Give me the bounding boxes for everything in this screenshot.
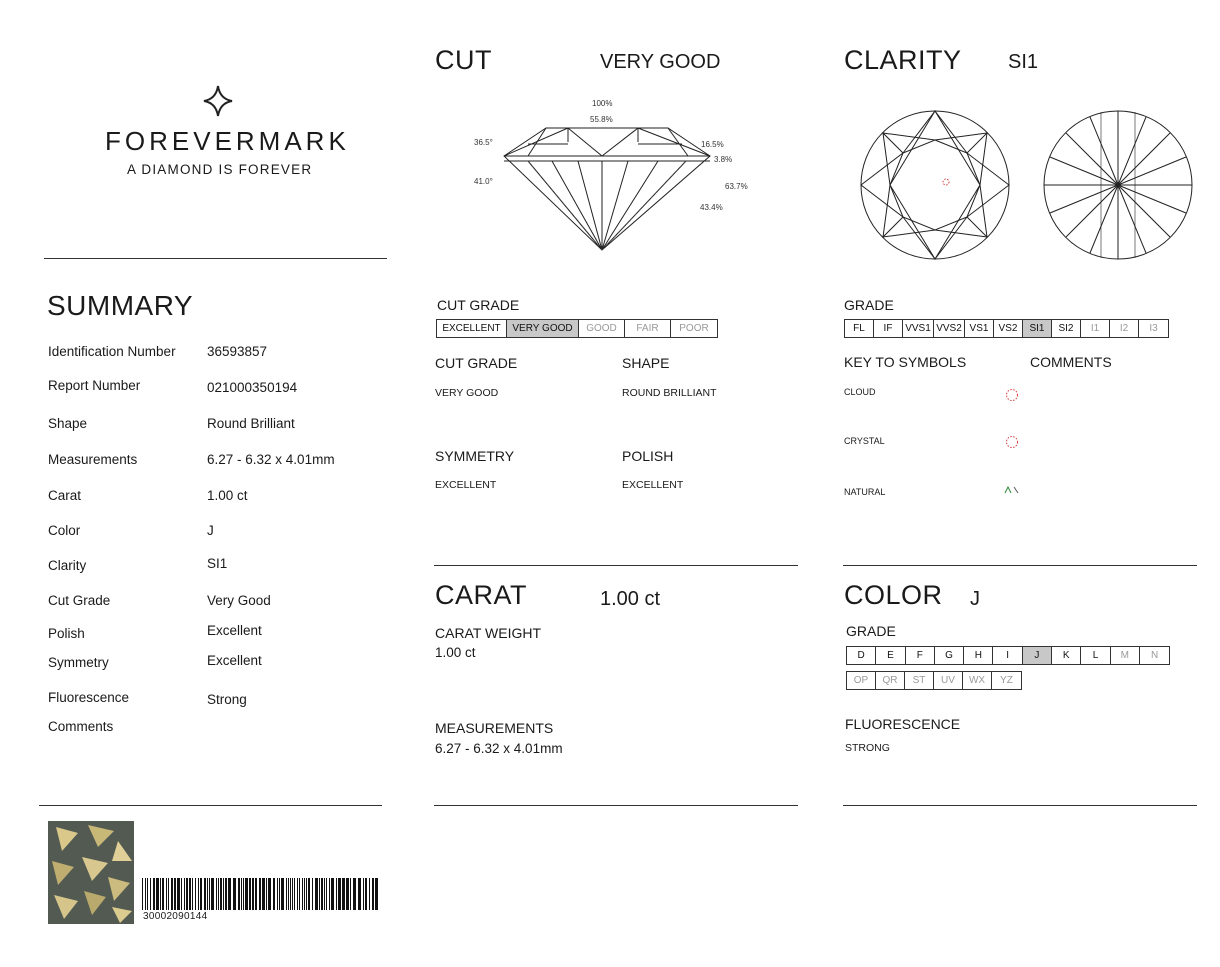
barcode-bar (245, 878, 248, 910)
barcode-bar (211, 878, 214, 910)
barcode-bar (225, 878, 227, 910)
pavilion-depth-label: 43.4% (700, 203, 723, 212)
summary-value: 6.27 - 6.32 x 4.01mm (207, 452, 335, 467)
grade-cell: I2 (1110, 320, 1139, 337)
clarity-grade-heading: SI1 (1008, 51, 1039, 73)
divider (44, 258, 387, 259)
barcode-bar (369, 878, 370, 910)
measurements-value: 6.27 - 6.32 x 4.01mm (435, 741, 563, 756)
symmetry-value: EXCELLENT (435, 479, 497, 491)
clarity-plot-pavilion (1041, 108, 1195, 262)
summary-label: Shape (48, 416, 88, 431)
barcode-bar (304, 878, 305, 910)
carat-heading-value: 1.00 ct (600, 588, 661, 610)
barcode-bar (259, 878, 261, 910)
cut-grade-value: VERY GOOD (435, 387, 499, 399)
grade-cell: OP (847, 672, 876, 689)
barcode-bar (292, 878, 293, 910)
barcode-bar (281, 878, 284, 910)
summary-value: Excellent (207, 653, 262, 668)
barcode-bar (329, 878, 330, 910)
color-grade-scale-row2 (846, 671, 1022, 690)
grade-cell: WX (963, 672, 992, 689)
barcode-bar (353, 878, 356, 910)
summary-value: Round Brilliant (207, 416, 295, 431)
barcode-bar (286, 878, 287, 910)
measurements-label: MEASUREMENTS (435, 720, 554, 736)
grade-cell: SI1 (1023, 320, 1052, 337)
barcode-bar (294, 878, 295, 910)
brand-name: FOREVERMARK (105, 126, 350, 156)
barcode-bar (375, 878, 378, 910)
grade-cell: N (1151, 650, 1159, 661)
barcode-bar (262, 878, 265, 910)
barcode-bar (156, 878, 159, 910)
crown-height-label: 16.5% (701, 140, 724, 149)
barcode-bar (207, 878, 208, 910)
symbol-name: NATURAL (844, 487, 886, 497)
color-grade-scale-row1 (846, 646, 1170, 665)
grade-cell: M (1111, 647, 1140, 664)
barcode-bar (150, 878, 151, 910)
barcode-bar (338, 878, 341, 910)
symmetry-label: SYMMETRY (435, 448, 515, 464)
key-to-symbols-label: KEY TO SYMBOLS (844, 354, 967, 370)
divider (39, 805, 382, 806)
table-percent-label: 55.8% (590, 115, 613, 124)
shape-value: ROUND BRILLIANT (622, 387, 717, 399)
crown-angle-label: 36.5° (474, 138, 493, 147)
barcode-bar (331, 878, 334, 910)
barcode-bar (350, 878, 351, 910)
divider (434, 565, 798, 566)
barcode-bar (241, 878, 242, 910)
barcode-bar (346, 878, 349, 910)
barcode-bar (249, 878, 251, 910)
barcode-bar (218, 878, 219, 910)
barcode-number: 30002090144 (143, 911, 208, 922)
grade-cell: J (1023, 647, 1052, 664)
grade-cell: VERY GOOD (507, 320, 579, 337)
grade-cell: I1 (1081, 320, 1110, 337)
grade-cell: E (876, 647, 905, 664)
barcode-bar (168, 878, 169, 910)
barcode-bar (277, 878, 278, 910)
grade-cell: F (906, 647, 935, 664)
summary-value: 1.00 ct (207, 488, 248, 503)
summary-label: Clarity (48, 558, 87, 573)
barcode-bar (238, 878, 240, 910)
barcode-bar (312, 878, 313, 910)
barcode-bar (160, 878, 161, 910)
barcode-bar (166, 878, 167, 910)
barcode-bar (315, 878, 318, 910)
shape-label: SHAPE (622, 355, 670, 371)
summary-value: 36593857 (207, 344, 268, 359)
grade-cell: UV (934, 672, 963, 689)
barcode-bar (273, 878, 275, 910)
dotted-circle-icon (1004, 387, 1020, 403)
barcode-bar (186, 878, 188, 910)
summary-label: Cut Grade (48, 593, 111, 608)
barcode-bar (266, 878, 267, 910)
natural-mark-icon (1002, 484, 1022, 496)
summary-value: J (207, 523, 214, 538)
summary-value: 021000350194 (207, 380, 298, 395)
dotted-circle-icon (1004, 434, 1020, 450)
barcode-bar (184, 878, 185, 910)
barcode-bar (174, 878, 176, 910)
fluorescence-value: STRONG (845, 742, 890, 754)
grade-cell: EXCELLENT (437, 320, 507, 337)
symbol-name: CLOUD (844, 387, 876, 397)
barcode (140, 878, 380, 910)
grade-cell: VS2 (994, 320, 1023, 337)
grade-cell: GOOD (579, 320, 625, 337)
forevermark-diamond-icon (203, 85, 233, 117)
grade-cell: VVS2 (934, 320, 965, 337)
barcode-bar (302, 878, 303, 910)
color-scale-label: GRADE (846, 623, 896, 639)
barcode-bar (243, 878, 244, 910)
total-depth-label: 100% (592, 99, 613, 108)
barcode-bar (252, 878, 254, 910)
polish-value: EXCELLENT (622, 479, 684, 491)
barcode-bar (321, 878, 323, 910)
cut-scale-label: CUT GRADE (437, 297, 520, 313)
symbol-name: CRYSTAL (844, 436, 885, 446)
clarity-plot-crown (858, 108, 1012, 262)
barcode-bar (147, 878, 148, 910)
grade-cell: QR (876, 672, 905, 689)
barcode-bar (326, 878, 327, 910)
carat-weight-label: CARAT WEIGHT (435, 625, 542, 641)
barcode-bar (162, 878, 164, 910)
cut-grade-scale (436, 319, 718, 338)
barcode-bar (319, 878, 320, 910)
comments-label: COMMENTS (1030, 354, 1112, 370)
diamond-profile-diagram (468, 94, 758, 259)
clarity-title: CLARITY (844, 45, 962, 75)
summary-value: Excellent (207, 623, 262, 638)
divider (434, 805, 798, 806)
grade-cell: YZ (1000, 675, 1013, 686)
hologram-image (48, 821, 134, 924)
barcode-bar (268, 878, 271, 910)
divider (843, 565, 1197, 566)
grade-cell: IF (874, 320, 903, 337)
barcode-bar (209, 878, 210, 910)
summary-title: SUMMARY (47, 290, 194, 321)
grade-cell: VVS1 (903, 320, 934, 337)
barcode-bar (198, 878, 199, 910)
barcode-bar (324, 878, 325, 910)
grade-cell: I (993, 647, 1022, 664)
divider (843, 805, 1197, 806)
barcode-bar (358, 878, 361, 910)
fluorescence-label: FLUORESCENCE (845, 716, 961, 732)
carat-weight-value: 1.00 ct (435, 645, 476, 660)
barcode-bar (233, 878, 236, 910)
summary-label: Comments (48, 719, 114, 734)
barcode-bar (365, 878, 367, 910)
brand-tagline: A DIAMOND IS FOREVER (127, 162, 313, 177)
barcode-bar (177, 878, 180, 910)
grade-cell: G (935, 647, 964, 664)
summary-label: Measurements (48, 452, 138, 467)
summary-value: Strong (207, 692, 247, 707)
cut-grade-label: CUT GRADE (435, 355, 518, 371)
barcode-bar (363, 878, 364, 910)
color-grade-heading: J (970, 588, 980, 610)
polish-label: POLISH (622, 448, 674, 464)
grade-cell: VS1 (965, 320, 994, 337)
summary-label: Symmetry (48, 655, 109, 670)
cut-title: CUT (435, 45, 492, 75)
barcode-bar (200, 878, 202, 910)
barcode-bar (336, 878, 337, 910)
barcode-bar (171, 878, 173, 910)
grade-cell: I3 (1149, 323, 1158, 334)
grade-cell: FL (845, 320, 874, 337)
barcode-bar (306, 878, 307, 910)
summary-label: Identification Number (48, 344, 176, 359)
grade-cell: H (964, 647, 993, 664)
grade-cell: K (1052, 647, 1081, 664)
barcode-bar (145, 878, 146, 910)
barcode-bar (181, 878, 182, 910)
carat-title: CARAT (435, 580, 528, 610)
girdle-label: 3.8% (714, 155, 733, 164)
inclusion-cloud-mark (943, 179, 949, 185)
barcode-bar (279, 878, 280, 910)
barcode-bar (299, 878, 300, 910)
summary-label: Carat (48, 488, 82, 503)
barcode-bar (189, 878, 191, 910)
grade-cell: FAIR (625, 320, 671, 337)
summary-value: Very Good (207, 593, 271, 608)
barcode-bar (192, 878, 193, 910)
barcode-bar (204, 878, 206, 910)
grade-cell: SI2 (1052, 320, 1081, 337)
cut-grade-heading: VERY GOOD (600, 51, 721, 73)
clarity-grade-scale (844, 319, 1169, 338)
summary-label: Polish (48, 626, 85, 641)
summary-label: Color (48, 523, 81, 538)
grade-cell: D (847, 647, 876, 664)
summary-value: SI1 (207, 556, 228, 571)
barcode-bar (290, 878, 291, 910)
depth-label: 63.7% (725, 182, 748, 191)
summary-label: Report Number (48, 378, 141, 393)
barcode-bar (220, 878, 222, 910)
grade-cell: POOR (679, 323, 709, 334)
barcode-bar (297, 878, 298, 910)
barcode-bar (216, 878, 217, 910)
grade-cell: ST (905, 672, 934, 689)
color-title: COLOR (844, 580, 943, 610)
pavilion-angle-label: 41.0° (474, 177, 493, 186)
barcode-bar (223, 878, 224, 910)
barcode-bar (142, 878, 143, 910)
barcode-bar (228, 878, 231, 910)
barcode-bar (342, 878, 345, 910)
clarity-scale-label: GRADE (844, 297, 894, 313)
barcode-bar (308, 878, 310, 910)
barcode-bar (153, 878, 155, 910)
barcode-bar (372, 878, 374, 910)
grade-cell: L (1081, 647, 1110, 664)
summary-label: Fluorescence (48, 690, 130, 705)
barcode-bar (195, 878, 196, 910)
barcode-bar (255, 878, 257, 910)
barcode-bar (288, 878, 289, 910)
